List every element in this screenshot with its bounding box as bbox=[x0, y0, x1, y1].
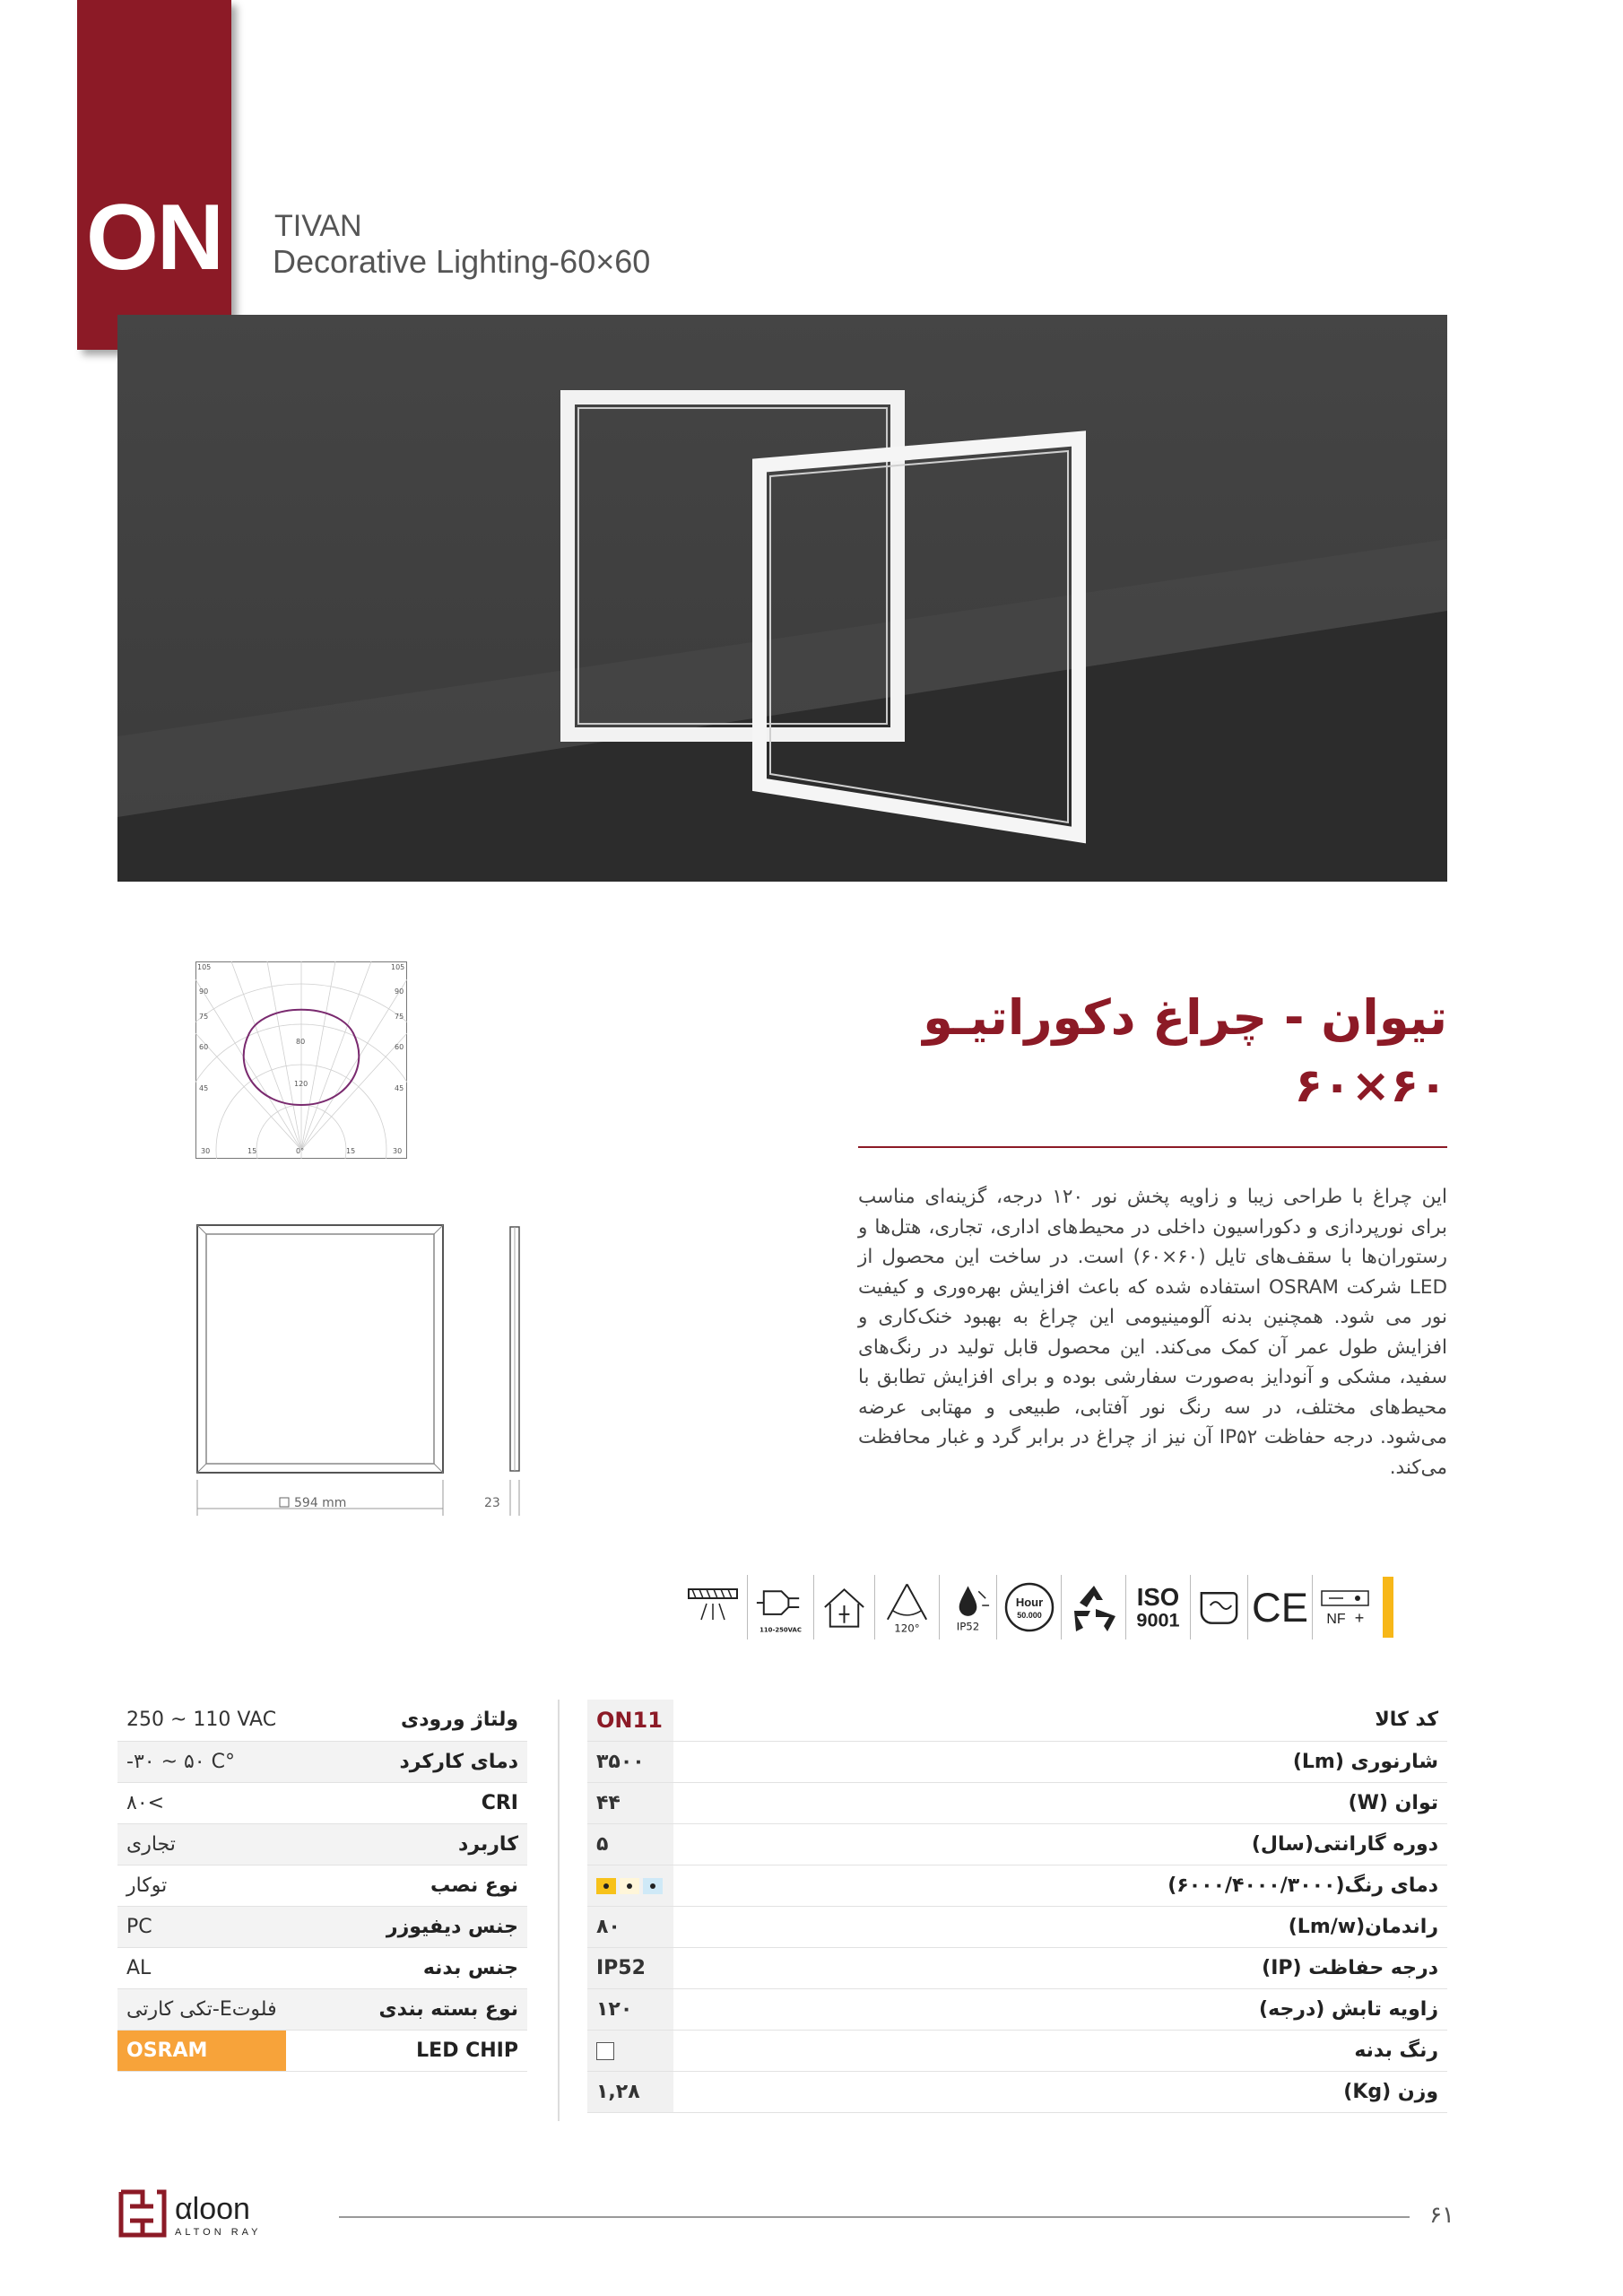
spec-value: تکی کارتی-Eفلوت bbox=[117, 1988, 286, 2030]
nf-mark-icon bbox=[1313, 1575, 1377, 1639]
page-number: ۶۱ bbox=[1429, 2202, 1454, 2229]
spec-label: زاویه تابش (درجه) bbox=[673, 1988, 1447, 2030]
brand-tab bbox=[77, 0, 231, 350]
table-row bbox=[587, 1865, 1447, 1906]
logo-wordmark: αloon bbox=[175, 2192, 250, 2226]
polar-label: 75 bbox=[199, 1013, 209, 1021]
cct-swatch-neutral bbox=[620, 1878, 639, 1894]
spec-label: جنس دیفیوزر bbox=[286, 1906, 527, 1947]
depth-dimension-label: 23 bbox=[484, 1496, 500, 1510]
downlight-beam-icon bbox=[678, 1575, 748, 1639]
nf-plus: + bbox=[1354, 1609, 1365, 1627]
alton-ray-logo bbox=[117, 2187, 315, 2240]
iso-certification-icon bbox=[1126, 1575, 1191, 1639]
spec-label: دمای رنگ(۶۰۰۰/۴۰۰۰/۳۰۰۰) bbox=[673, 1865, 1447, 1906]
beam-angle-label: 120° bbox=[894, 1622, 920, 1635]
hour-label: Hour bbox=[1015, 1596, 1043, 1609]
polar-label: 15 bbox=[247, 1147, 257, 1155]
spec-label: درجه حفاظت (IP) bbox=[673, 1947, 1447, 1988]
spec-table-side bbox=[117, 1700, 527, 2072]
ce-mark-icon bbox=[1248, 1575, 1313, 1639]
table-row bbox=[587, 1988, 1447, 2030]
power-plug-icon bbox=[748, 1575, 814, 1639]
indoor-use-icon bbox=[814, 1575, 875, 1639]
polar-ring-label: 80 bbox=[296, 1038, 306, 1046]
table-row bbox=[587, 2071, 1447, 2112]
spec-label: کاربرد bbox=[286, 1823, 527, 1865]
spec-label: CRI bbox=[286, 1782, 527, 1823]
polar-label: 0° bbox=[296, 1147, 305, 1155]
feature-icons-row bbox=[678, 1571, 1447, 1643]
ip-rating-icon bbox=[940, 1575, 997, 1639]
table-row bbox=[117, 1741, 527, 1782]
spec-label: نوع بسته بندی bbox=[286, 1988, 527, 2030]
polar-label: 90 bbox=[395, 987, 404, 996]
spec-label: ولتاژ ورودی bbox=[286, 1700, 527, 1741]
polar-label: 15 bbox=[346, 1147, 356, 1155]
spec-label: راندمان(Lm/w) bbox=[673, 1906, 1447, 1947]
polar-label: 60 bbox=[199, 1043, 209, 1051]
product-title: تیوان - چراغ دکوراتیـو bbox=[923, 989, 1447, 1046]
polar-label: 60 bbox=[395, 1043, 404, 1051]
beam-angle-icon bbox=[875, 1575, 940, 1639]
width-dimension-label: 594 mm bbox=[294, 1496, 347, 1510]
spec-value: IP52 bbox=[587, 1947, 673, 1988]
spec-label: جنس بدنه bbox=[286, 1947, 527, 1988]
spec-label: نوع نصب bbox=[286, 1865, 527, 1906]
body-color-swatch bbox=[596, 2042, 614, 2060]
table-separator bbox=[558, 1700, 560, 2121]
spec-value: PC bbox=[117, 1906, 286, 1947]
accent-bar bbox=[1383, 1577, 1393, 1638]
table-row bbox=[117, 1700, 527, 1741]
spec-value: ۱,۲۸ bbox=[587, 2071, 673, 2112]
spec-value: ۳۵۰۰ bbox=[587, 1741, 673, 1782]
spec-value: توکار bbox=[117, 1865, 286, 1906]
spec-label: دوره گارانتی(سال) bbox=[673, 1823, 1447, 1865]
spec-value: ۴۴ bbox=[587, 1782, 673, 1823]
title-divider bbox=[858, 1146, 1447, 1148]
polar-label: 45 bbox=[199, 1084, 209, 1092]
product-subtitle: Decorative Lighting-60×60 bbox=[273, 243, 651, 280]
table-row bbox=[587, 1906, 1447, 1947]
table-row bbox=[117, 1823, 527, 1865]
spec-label: وزن (Kg) bbox=[673, 2071, 1447, 2112]
table-row bbox=[117, 1947, 527, 1988]
spec-label: شارنوری (Lm) bbox=[673, 1741, 1447, 1782]
footer-divider bbox=[339, 2216, 1410, 2218]
iso-label: ISO bbox=[1136, 1583, 1180, 1612]
spec-value: ON11 bbox=[587, 1700, 673, 1741]
polar-label: 105 bbox=[197, 963, 212, 971]
ip-label: IP52 bbox=[956, 1620, 980, 1633]
dimension-drawing bbox=[179, 1220, 547, 1525]
product-size: ۶۰×۶۰ bbox=[1294, 1059, 1447, 1113]
cct-swatch-warm bbox=[596, 1878, 616, 1894]
ce-label: CE bbox=[1252, 1584, 1308, 1631]
product-code-badge: ON bbox=[86, 186, 222, 290]
voltage-range-label: 110-250VAC bbox=[759, 1626, 802, 1634]
table-row bbox=[117, 1865, 527, 1906]
lifetime-hours-icon bbox=[997, 1575, 1062, 1639]
spec-value: ۸۰< bbox=[117, 1782, 286, 1823]
body-color-value bbox=[587, 2030, 673, 2071]
hour-value: 50.000 bbox=[1016, 1611, 1042, 1620]
spec-value: -۳۰ ~ ۵۰ C° bbox=[117, 1741, 286, 1782]
spec-value: ۱۲۰ bbox=[587, 1988, 673, 2030]
table-row bbox=[117, 1906, 527, 1947]
spec-label: LED CHIP bbox=[286, 2030, 527, 2071]
table-row bbox=[587, 1823, 1447, 1865]
recycle-icon bbox=[1062, 1575, 1126, 1639]
polar-light-distribution-diagram bbox=[195, 961, 407, 1159]
table-row bbox=[117, 1782, 527, 1823]
polar-label: 105 bbox=[391, 963, 405, 971]
iso-number: 9001 bbox=[1136, 1608, 1180, 1631]
table-row bbox=[117, 2030, 527, 2071]
spec-value: AL bbox=[117, 1947, 286, 1988]
spec-label: کد کالا bbox=[673, 1700, 1447, 1741]
spec-table-main bbox=[587, 1700, 1447, 2113]
spec-value: ۵ bbox=[587, 1823, 673, 1865]
polar-ring-label: 120 bbox=[294, 1080, 308, 1088]
national-standard-icon bbox=[1191, 1575, 1248, 1639]
spec-label: دمای کارکرد bbox=[286, 1741, 527, 1782]
table-row bbox=[587, 1782, 1447, 1823]
table-row bbox=[587, 1947, 1447, 1988]
hero-product-image bbox=[117, 315, 1447, 882]
polar-label: 45 bbox=[395, 1084, 404, 1092]
led-chip-brand: OSRAM bbox=[117, 2030, 286, 2071]
spec-label: توان (W) bbox=[673, 1782, 1447, 1823]
logo-subtitle: ALTON RAY bbox=[175, 2227, 262, 2238]
table-row bbox=[587, 2030, 1447, 2071]
table-row bbox=[587, 1700, 1447, 1741]
polar-label: 30 bbox=[393, 1147, 403, 1155]
spec-value: ۸۰ bbox=[587, 1906, 673, 1947]
table-row bbox=[587, 1741, 1447, 1782]
spec-label: رنگ بدنه bbox=[673, 2030, 1447, 2071]
series-name: TIVAN bbox=[274, 209, 362, 243]
polar-label: 30 bbox=[201, 1147, 211, 1155]
polar-label: 90 bbox=[199, 987, 209, 996]
nf-label: NF bbox=[1326, 1612, 1346, 1627]
polar-label: 75 bbox=[395, 1013, 404, 1021]
cct-swatch-cool bbox=[643, 1878, 663, 1894]
spec-value: 250 ~ 110 VAC bbox=[117, 1700, 286, 1741]
cct-swatches bbox=[587, 1865, 673, 1906]
product-description: این چراغ با طراحی زیبا و زاویه پخش نور ۱۲۰ درجه، گزینه‌ای مناسب برای نورپردازی و دکوراسیون داخلی در محیط‌های اداری، تجاری، هتل‌ها و رستوران‌ها با سقف‌های تایل (۶۰×۶۰) است. در ساخت این محصول از LED شرکت OSRAM استفاده شده که باعث افزایش بهره‌وری و کیفیت نور می شود. همچنین بدنه آلومینیومی این چراغ به بهبود خنک‌کاری و افزایش طول عمر آن کمک می‌کند. این محصول قابل تولید در رنگ‌های سفید، مشکی و آنودایز به‌صورت سفارشی بوده و برای افزایش تطابق با محیط‌های مختلف، در سه رنگ نور آفتابی، طبیعی و مهتابی عرضه می‌شود. درجه حفاظت IP۵۲ آن نیز از چراغ در برابر گرد و غبار محافظت می‌کند. bbox=[858, 1186, 1448, 1479]
table-row bbox=[117, 1988, 527, 2030]
spec-value: تجاری bbox=[117, 1823, 286, 1865]
